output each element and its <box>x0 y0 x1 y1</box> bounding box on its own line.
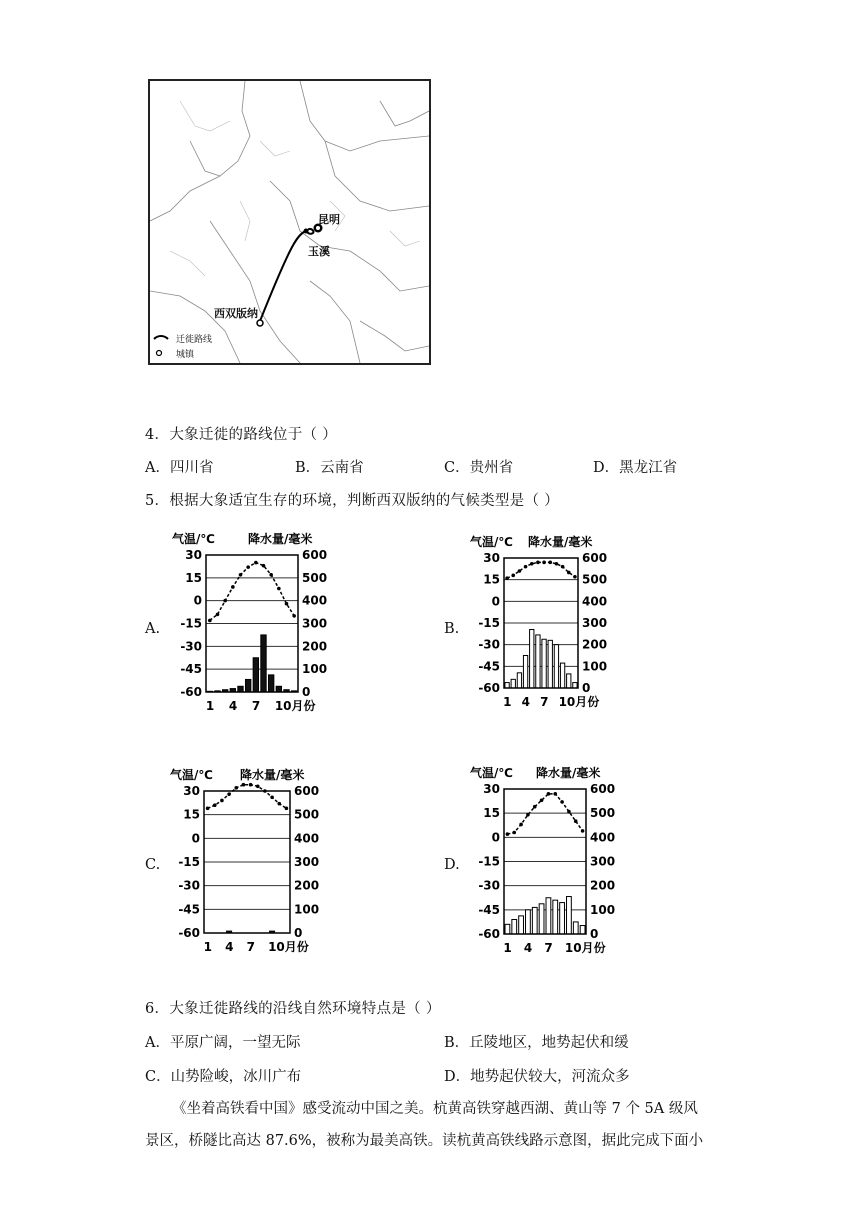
month-tick-label: 10月份 <box>274 699 316 713</box>
q5-option-a-letter[interactable]: A. <box>145 621 161 637</box>
precip-bar <box>580 926 585 934</box>
temperature-point <box>542 561 546 565</box>
temp-tick-label: -15 <box>180 616 202 631</box>
precip-bar <box>530 630 534 689</box>
temperature-point <box>254 561 258 565</box>
temperature-line <box>208 785 287 809</box>
temperature-point <box>231 585 235 589</box>
climate-chart-b[interactable] <box>468 530 628 715</box>
temperature-point <box>223 599 227 603</box>
label-kunming: 昆明 <box>318 213 340 226</box>
precip-bar <box>245 679 250 692</box>
precip-tick-label: 100 <box>582 659 608 674</box>
month-tick-label: 1 <box>203 940 212 954</box>
q4-option-d[interactable]: D．黑龙江省 <box>593 460 678 476</box>
precip-tick-label: 0 <box>302 685 311 699</box>
label-yuxi: 玉溪 <box>308 245 330 258</box>
temperature-point <box>581 829 585 833</box>
precip-tick-label: 500 <box>302 570 328 585</box>
temperature-point <box>574 819 578 823</box>
temp-tick-label: -45 <box>478 902 500 917</box>
precip-bar <box>553 900 558 934</box>
precip-bar <box>532 907 537 934</box>
label-xishuangbanna: 西双版纳 <box>214 307 258 320</box>
precip-bar <box>554 645 558 688</box>
precip-axis-title: 降水量/毫米 <box>248 532 313 546</box>
month-tick-label: 1 <box>205 699 215 713</box>
temperature-point <box>208 619 212 623</box>
precip-tick-label: 300 <box>582 616 608 630</box>
temperature-point <box>561 565 565 569</box>
precip-tick-label: 0 <box>582 681 591 695</box>
precip-tick-label: 100 <box>302 662 328 677</box>
q4-option-a[interactable]: A．四川省 <box>145 460 214 476</box>
precip-bar <box>560 903 565 934</box>
month-tick-label: 1 <box>503 695 512 709</box>
temp-tick-label: -30 <box>478 878 500 893</box>
precip-tick-label: 500 <box>590 806 616 821</box>
precip-bar <box>536 635 540 688</box>
temp-tick-label: -15 <box>478 616 500 630</box>
temp-tick-label: -30 <box>478 637 500 652</box>
temperature-point <box>234 786 238 790</box>
temp-tick-label: -60 <box>478 681 500 695</box>
temperature-point <box>262 564 266 568</box>
precip-axis-title: 降水量/毫米 <box>536 766 601 780</box>
temp-tick-label: 0 <box>191 831 200 846</box>
precip-bar <box>548 640 552 688</box>
precip-tick-label: 400 <box>294 831 320 846</box>
precip-tick-label: 0 <box>590 927 599 941</box>
temperature-point <box>511 574 515 578</box>
month-tick-label: 7 <box>544 941 553 955</box>
temp-tick-label: -30 <box>180 639 202 654</box>
question-4-stem: 4．大象迁徙的路线位于（ ） <box>145 427 338 443</box>
temperature-point <box>256 784 260 788</box>
precip-axis-title: 降水量/毫米 <box>528 535 593 549</box>
precip-tick-label: 400 <box>590 830 616 845</box>
q6-option-a[interactable]: A．平原广阔，一望无际 <box>145 1035 301 1051</box>
temp-tick-label: -45 <box>478 659 500 674</box>
precip-tick-label: 300 <box>294 855 320 869</box>
month-tick-label: 4 <box>228 699 238 713</box>
temperature-point <box>285 807 289 811</box>
temp-tick-label: -60 <box>478 927 500 941</box>
month-tick-label: 4 <box>521 695 530 709</box>
temperature-point <box>548 561 552 565</box>
temperature-point <box>540 798 544 802</box>
precip-bar <box>519 916 524 934</box>
yunnan-map <box>148 79 431 365</box>
temp-tick-label: 15 <box>483 572 500 587</box>
precip-tick-label: 200 <box>294 878 320 893</box>
q5-option-c-letter[interactable]: C. <box>145 857 161 873</box>
temp-tick-label: -60 <box>180 685 202 699</box>
month-tick-label: 7 <box>540 695 549 709</box>
q4-option-c[interactable]: C．贵州省 <box>444 460 514 476</box>
precip-tick-label: 300 <box>302 616 328 631</box>
precip-tick-label: 600 <box>590 782 616 796</box>
temperature-point <box>524 565 528 569</box>
precip-bar <box>238 686 243 692</box>
legend-route-label: 迁徙路线 <box>176 335 213 345</box>
precip-bar <box>511 679 515 688</box>
temperature-point <box>269 573 273 577</box>
temperature-point <box>505 576 509 580</box>
temperature-point <box>242 783 246 787</box>
precip-bar <box>573 683 577 688</box>
passage-line-1: 《坐着高铁看中国》感受流动中国之美。杭黄高铁穿越西湖、黄山等 7 个 5A 级风 <box>172 1101 698 1117</box>
temperature-point <box>512 831 516 835</box>
temperature-point <box>270 796 274 800</box>
precip-bar <box>526 910 531 934</box>
precip-bar <box>573 922 578 934</box>
temperature-point <box>526 813 530 817</box>
precip-tick-label: 600 <box>582 551 608 565</box>
q5-option-b-letter[interactable]: B. <box>444 621 460 637</box>
precip-bar <box>539 904 544 934</box>
temperature-point <box>220 799 224 803</box>
q4-option-b[interactable]: B．云南省 <box>295 460 364 476</box>
temperature-point <box>547 792 551 796</box>
temp-tick-label: -15 <box>178 855 200 869</box>
temperature-point <box>555 562 559 566</box>
yuxi-marker <box>304 229 309 234</box>
temperature-point <box>533 805 537 809</box>
temperature-line <box>507 562 575 578</box>
precip-tick-label: 400 <box>302 593 328 608</box>
temperature-point <box>292 614 296 618</box>
month-tick-label: 7 <box>246 940 255 954</box>
q6-option-b[interactable]: B．丘陵地区，地势起伏和缓 <box>444 1035 629 1051</box>
precip-axis-title: 降水量/毫米 <box>240 768 305 782</box>
precip-tick-label: 300 <box>590 854 616 869</box>
month-tick-label: 4 <box>225 940 234 954</box>
precip-bar <box>261 635 266 692</box>
temp-tick-label: 0 <box>491 830 500 845</box>
temperature-point <box>239 573 243 577</box>
month-tick-label: 10月份 <box>564 941 606 955</box>
precip-tick-label: 500 <box>582 572 608 587</box>
legend-town-label: 城镇 <box>176 350 195 360</box>
temperature-point <box>249 783 253 787</box>
precip-tick-label: 100 <box>590 902 616 917</box>
passage-line-2: 景区，桥隧比高达 87.6%，被称为最美高铁。读杭黄高铁线路示意图，据此完成下面小 <box>145 1133 704 1149</box>
temp-tick-label: 0 <box>491 594 500 609</box>
temp-axis-title: 气温/℃ <box>172 532 215 546</box>
temperature-point <box>285 602 289 606</box>
precip-bar <box>517 673 521 688</box>
precip-tick-label: 500 <box>294 807 320 822</box>
month-tick-label: 10月份 <box>558 695 600 709</box>
temp-tick-label: -60 <box>178 926 200 940</box>
temperature-point <box>560 800 564 804</box>
precip-bar <box>523 656 527 689</box>
precip-bar <box>268 675 273 692</box>
climate-chart-a[interactable] <box>168 525 328 720</box>
temperature-point <box>567 810 571 814</box>
precip-bar <box>505 924 510 934</box>
temp-axis-title: 气温/℃ <box>470 535 513 549</box>
precip-bar <box>512 920 517 935</box>
legend-route-symbol <box>154 336 168 339</box>
q5-option-d-letter[interactable]: D. <box>444 857 460 873</box>
precip-bar <box>505 683 509 688</box>
precip-bar <box>253 658 258 692</box>
temperature-point <box>206 807 210 811</box>
climate-chart-d[interactable] <box>468 758 628 960</box>
precip-tick-label: 100 <box>294 902 320 917</box>
climate-chart-c[interactable] <box>168 760 348 960</box>
temp-tick-label: 30 <box>483 782 500 796</box>
precip-tick-label: 200 <box>590 878 616 893</box>
temperature-point <box>246 565 250 569</box>
precip-bar <box>276 686 281 692</box>
precip-tick-label: 400 <box>582 594 608 609</box>
temperature-point <box>227 792 231 796</box>
temp-tick-label: 15 <box>183 807 200 822</box>
precip-bar <box>567 674 571 688</box>
precip-bar <box>567 897 572 934</box>
temp-tick-label: -15 <box>478 854 500 869</box>
temp-tick-label: 30 <box>183 784 200 798</box>
temp-tick-label: 30 <box>185 548 202 562</box>
migration-route <box>260 229 313 321</box>
temperature-point <box>506 832 510 836</box>
month-tick-label: 4 <box>523 941 533 955</box>
temp-tick-label: -45 <box>178 902 200 917</box>
temp-tick-label: 15 <box>185 570 202 585</box>
precip-tick-label: 200 <box>302 639 328 654</box>
temp-tick-label: 0 <box>193 593 202 608</box>
precip-bar <box>560 663 564 688</box>
month-tick-label: 10月份 <box>268 940 309 954</box>
q6-option-d[interactable]: D．地势起伏较大，河流众多 <box>444 1069 630 1085</box>
temperature-point <box>277 802 281 806</box>
month-tick-label: 7 <box>251 699 261 713</box>
temperature-line <box>507 794 582 834</box>
temperature-point <box>553 792 557 796</box>
temp-tick-label: 15 <box>483 806 500 821</box>
question-6-stem: 6．大象迁徙路线的沿线自然环境特点是（ ） <box>145 1001 441 1017</box>
temp-tick-label: -45 <box>180 662 202 677</box>
precip-tick-label: 600 <box>302 548 328 562</box>
precip-bar <box>546 898 551 934</box>
temperature-point <box>213 803 217 807</box>
precip-tick-label: 200 <box>582 637 608 652</box>
map-boundaries <box>150 81 429 363</box>
temp-axis-title: 气温/℃ <box>170 768 213 782</box>
question-5-stem: 5．根据大象适宜生存的环境，判断西双版纳的气候类型是（ ） <box>145 493 560 509</box>
legend-town-symbol <box>157 351 162 356</box>
precip-bar <box>542 639 546 688</box>
temperature-point <box>567 571 571 575</box>
temperature-point <box>536 561 540 565</box>
temp-axis-title: 气温/℃ <box>470 766 513 780</box>
temperature-point <box>277 587 281 591</box>
temperature-point <box>519 823 523 827</box>
q6-option-c[interactable]: C．山势险峻，冰川广布 <box>145 1069 302 1085</box>
temp-tick-label: 30 <box>483 551 500 565</box>
temperature-point <box>573 575 577 579</box>
month-tick-label: 1 <box>503 941 512 955</box>
temperature-point <box>518 569 522 573</box>
temp-tick-label: -30 <box>178 878 200 893</box>
precip-tick-label: 0 <box>294 926 303 940</box>
temperature-line <box>210 563 294 621</box>
precip-tick-label: 600 <box>294 784 320 798</box>
temperature-point <box>530 562 534 566</box>
temperature-point <box>216 613 220 617</box>
